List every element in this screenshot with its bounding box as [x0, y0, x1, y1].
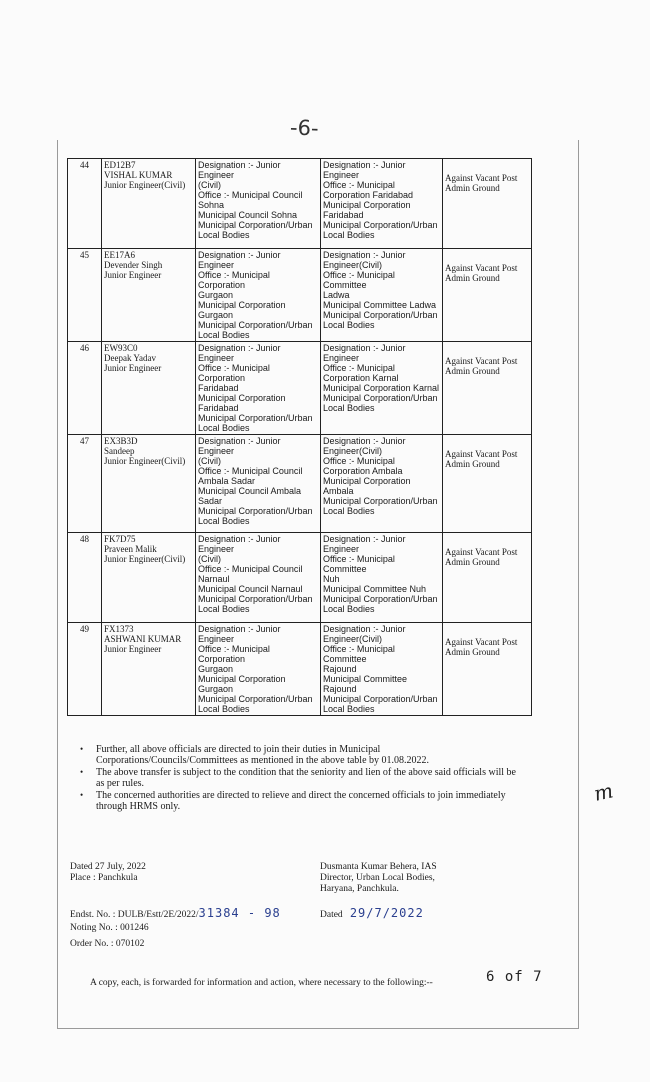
- present-posting-cell-line: Office :- Municipal Council: [198, 466, 303, 476]
- new-posting-cell-line: Engineer: [323, 170, 360, 180]
- present-posting-cell-line: Ambala Sadar: [198, 476, 256, 486]
- present-posting-cell-line: Municipal Corporation/Urban: [198, 413, 313, 423]
- employee-cell-line: Deepak Yadav: [104, 353, 156, 363]
- serial-number-cell: [68, 159, 102, 249]
- remarks-cell: [443, 249, 532, 342]
- new-posting-cell: [321, 249, 443, 342]
- present-posting-cell-line: Local Bodies: [198, 516, 250, 526]
- new-posting-cell-line: Municipal Corporation Karnal: [323, 383, 440, 393]
- new-posting-cell-line: Corporation Karnal: [323, 373, 399, 383]
- present-posting-cell-line: Municipal Council Sohna: [198, 210, 298, 220]
- employee-cell-line: Sandeep: [104, 446, 135, 456]
- remarks-cell-line: Against Vacant Post: [445, 547, 518, 557]
- present-posting-cell-line: Designation :- Junior Engineer: [198, 436, 281, 456]
- serial-number-cell-line: 44: [80, 160, 89, 170]
- new-posting-cell-line: Corporation Faridabad: [323, 190, 414, 200]
- new-posting-cell-line: Engineer(Civil): [323, 634, 383, 644]
- employee-cell-line: Devender Singh: [104, 260, 163, 270]
- endorsement-number: [70, 908, 281, 920]
- present-posting-cell-line: Municipal Council Narnaul: [198, 584, 303, 594]
- remarks-cell: [443, 533, 532, 623]
- signatory-name: Dusmanta Kumar Behera, IAS: [320, 862, 437, 872]
- new-posting-cell-line: Local Bodies: [323, 320, 375, 330]
- present-posting-cell-line: Office :- Municipal Corporation: [198, 644, 270, 664]
- new-posting-cell-line: Local Bodies: [323, 704, 375, 714]
- page-number: -6-: [289, 115, 319, 141]
- new-posting-cell: [321, 623, 443, 716]
- present-posting-cell-line: Municipal Corporation: [198, 674, 286, 684]
- transfer-table: [67, 158, 532, 716]
- remarks-cell: [443, 623, 532, 716]
- employee-cell: [102, 249, 196, 342]
- present-posting-cell-line: Municipal Corporation: [198, 300, 286, 310]
- remarks-cell-line: Admin Ground: [445, 273, 500, 283]
- new-posting-cell-line: Office :- Municipal: [323, 456, 395, 466]
- new-posting-cell-line: Designation :- Junior: [323, 436, 406, 446]
- present-posting-cell-line: Office :- Municipal Corporation: [198, 363, 270, 383]
- endorsement-date: [320, 908, 424, 920]
- new-posting-cell-line: Local Bodies: [323, 506, 375, 516]
- present-posting-cell-line: Office :- Municipal Council: [198, 190, 303, 200]
- endorsement-prefix: Endst. No. : DULB/Estt/2E/2022/: [70, 910, 199, 920]
- new-posting-cell-line: Designation :- Junior: [323, 160, 406, 170]
- new-posting-cell-line: Local Bodies: [323, 403, 375, 413]
- present-posting-cell-line: Sohna: [198, 200, 225, 210]
- new-posting-cell-line: Ladwa: [323, 290, 350, 300]
- new-posting-cell-line: Engineer(Civil): [323, 260, 383, 270]
- present-posting-cell-line: Designation :- Junior Engineer: [198, 343, 281, 363]
- new-posting-cell-line: Municipal Corporation/Urban: [323, 694, 438, 704]
- remarks-cell-line: Against Vacant Post: [445, 173, 518, 183]
- instruction-item: • The above transfer is subject to the condition that the seniority and lien of the above said officials will be as per rules.: [80, 767, 520, 789]
- instruction-item: • The concerned authorities are directed to relieve and direct the concerned officials to join immediately through HRMS only.: [80, 790, 520, 812]
- remarks-cell-line: Admin Ground: [445, 557, 500, 567]
- new-posting-cell: [321, 159, 443, 249]
- new-posting-cell-line: Office :- Municipal Committee: [323, 270, 395, 290]
- new-posting-cell-line: Municipal Committee Rajound: [323, 674, 408, 694]
- employee-cell-line: EW93C0: [104, 343, 138, 353]
- employee-cell-line: Junior Engineer(Civil): [104, 456, 186, 466]
- new-posting-cell-line: Nuh: [323, 574, 340, 584]
- employee-cell-line: FX1373: [104, 624, 134, 634]
- endorsement-handwritten: 31384 - 98: [198, 906, 281, 920]
- present-posting-cell: [196, 533, 321, 623]
- remarks-cell-line: Admin Ground: [445, 183, 500, 193]
- employee-cell-line: Junior Engineer: [104, 270, 162, 280]
- present-posting-cell-line: Municipal Corporation/Urban: [198, 694, 313, 704]
- present-posting-cell: [196, 159, 321, 249]
- present-posting-cell-line: Municipal Corporation/Urban: [198, 220, 313, 230]
- new-posting-cell-line: Designation :- Junior: [323, 624, 406, 634]
- present-posting-cell-line: Local Bodies: [198, 423, 250, 433]
- present-posting-cell-line: (Civil): [198, 456, 221, 466]
- employee-cell-line: Junior Engineer: [104, 644, 162, 654]
- employee-cell-line: ASHWANI KUMAR: [104, 634, 182, 644]
- dated-text: Dated 27 July, 2022: [70, 862, 146, 872]
- remarks-cell: [443, 342, 532, 435]
- serial-number-cell: [68, 435, 102, 533]
- table-row: [68, 159, 532, 249]
- new-posting-cell-line: Municipal Corporation/Urban: [323, 310, 438, 320]
- present-posting-cell-line: Local Bodies: [198, 230, 250, 240]
- endorsement-date-label: Dated: [320, 910, 343, 920]
- present-posting-cell-line: (Civil): [198, 180, 221, 190]
- present-posting-cell-line: Local Bodies: [198, 604, 250, 614]
- serial-number-cell-line: 47: [80, 436, 89, 446]
- employee-cell-line: EX3B3D: [104, 436, 138, 446]
- new-posting-cell-line: Local Bodies: [323, 230, 375, 240]
- present-posting-cell-line: Office :- Municipal Corporation: [198, 270, 270, 290]
- remarks-cell-line: Admin Ground: [445, 647, 500, 657]
- new-posting-cell-line: Engineer: [323, 353, 360, 363]
- table-row: [68, 533, 532, 623]
- order-number: Order No. : 070102: [70, 939, 145, 949]
- new-posting-cell-line: Municipal Corporation/Urban: [323, 393, 438, 403]
- present-posting-cell-line: Designation :- Junior Engineer: [198, 250, 281, 270]
- present-posting-cell-line: Designation :- Junior Engineer: [198, 624, 281, 644]
- endorsement-date-handwritten: 29/7/2022: [349, 906, 424, 920]
- noting-number: Noting No. : 001246: [70, 923, 149, 933]
- new-posting-cell-line: Local Bodies: [323, 604, 375, 614]
- employee-cell-line: Junior Engineer(Civil): [104, 554, 186, 564]
- signatory-location: Haryana, Panchkula.: [320, 884, 399, 894]
- remarks-cell-line: Admin Ground: [445, 459, 500, 469]
- new-posting-cell-line: Designation :- Junior: [323, 534, 406, 544]
- present-posting-cell-line: Narnaul: [198, 574, 230, 584]
- present-posting-cell-line: Municipal Corporation: [198, 393, 286, 403]
- remarks-cell-line: Against Vacant Post: [445, 637, 518, 647]
- present-posting-cell-line: Faridabad: [198, 403, 239, 413]
- new-posting-cell-line: Municipal Committee Ladwa: [323, 300, 437, 310]
- new-posting-cell: [321, 342, 443, 435]
- present-posting-cell-line: Faridabad: [198, 383, 239, 393]
- new-posting-cell-line: Designation :- Junior: [323, 250, 406, 260]
- instruction-item: • Further, all above officials are directed to join their duties in Municipal Corporations/Councils/Committees as mentioned in the above table by 01.08.2022.: [80, 744, 520, 766]
- new-posting-cell-line: Municipal Committee Nuh: [323, 584, 427, 594]
- employee-cell-line: FK7D75: [104, 534, 136, 544]
- present-posting-cell-line: Local Bodies: [198, 704, 250, 714]
- signatory-title: Director, Urban Local Bodies,: [320, 873, 435, 883]
- serial-number-cell: [68, 342, 102, 435]
- serial-number-cell: [68, 533, 102, 623]
- new-posting-cell: [321, 533, 443, 623]
- remarks-cell-line: Against Vacant Post: [445, 356, 518, 366]
- new-posting-cell-line: Engineer(Civil): [323, 446, 383, 456]
- remarks-cell: [443, 159, 532, 249]
- employee-cell: [102, 435, 196, 533]
- new-posting-cell-line: Municipal Corporation Ambala: [323, 476, 411, 496]
- present-posting-cell-line: Sadar: [198, 496, 223, 506]
- employee-cell-line: Praveen Malik: [104, 544, 157, 554]
- table-row: [68, 249, 532, 342]
- employee-cell: [102, 623, 196, 716]
- employee-cell-line: EE17A6: [104, 250, 135, 260]
- present-posting-cell: [196, 435, 321, 533]
- page-of-handwritten: 6 of 7: [486, 969, 543, 985]
- new-posting-cell-line: Municipal Corporation/Urban: [323, 220, 438, 230]
- new-posting-cell-line: Municipal Corporation: [323, 200, 411, 210]
- employee-cell: [102, 533, 196, 623]
- new-posting-cell-line: Municipal Corporation/Urban: [323, 594, 438, 604]
- remarks-cell-line: Against Vacant Post: [445, 263, 518, 273]
- present-posting-cell-line: Designation :- Junior Engineer: [198, 160, 281, 180]
- employee-cell-line: ED12B7: [104, 160, 136, 170]
- serial-number-cell-line: 48: [80, 534, 89, 544]
- present-posting-cell-line: Gurgaon: [198, 664, 234, 674]
- employee-cell: [102, 159, 196, 249]
- present-posting-cell: [196, 623, 321, 716]
- new-posting-cell: [321, 435, 443, 533]
- serial-number-cell: [68, 623, 102, 716]
- new-posting-cell-line: Office :- Municipal: [323, 363, 395, 373]
- employee-cell-line: Junior Engineer(Civil): [104, 180, 186, 190]
- new-posting-cell-line: Office :- Municipal: [323, 180, 395, 190]
- present-posting-cell: [196, 342, 321, 435]
- new-posting-cell-line: Office :- Municipal Committee: [323, 644, 395, 664]
- new-posting-cell-line: Municipal Corporation/Urban: [323, 496, 438, 506]
- instructions-list: [80, 744, 520, 813]
- new-posting-cell-line: Designation :- Junior: [323, 343, 406, 353]
- place-text: Place : Panchkula: [70, 873, 138, 883]
- new-posting-cell-line: Corporation Ambala: [323, 466, 403, 476]
- new-posting-cell-line: Office :- Municipal Committee: [323, 554, 395, 574]
- present-posting-cell-line: Designation :- Junior Engineer: [198, 534, 281, 554]
- copy-forward-line: A copy, each, is forwarded for information and action, where necessary to the following:--: [90, 978, 433, 988]
- present-posting-cell-line: Municipal Corporation/Urban: [198, 594, 313, 604]
- new-posting-cell-line: Engineer: [323, 544, 360, 554]
- present-posting-cell-line: Municipal Council Ambala: [198, 486, 302, 496]
- present-posting-cell-line: Municipal Corporation/Urban: [198, 320, 313, 330]
- remarks-cell-line: Against Vacant Post: [445, 449, 518, 459]
- employee-cell-line: Junior Engineer: [104, 363, 162, 373]
- present-posting-cell-line: Gurgaon: [198, 310, 234, 320]
- margin-initials-handwritten: m: [591, 778, 616, 806]
- serial-number-cell-line: 49: [80, 624, 89, 634]
- table-row: [68, 623, 532, 716]
- present-posting-cell-line: Office :- Municipal Council: [198, 564, 303, 574]
- employee-cell-line: VISHAL KUMAR: [104, 170, 173, 180]
- new-posting-cell-line: Rajound: [323, 664, 357, 674]
- table-row: [68, 342, 532, 435]
- present-posting-cell: [196, 249, 321, 342]
- present-posting-cell-line: (Civil): [198, 554, 221, 564]
- present-posting-cell-line: Gurgaon: [198, 290, 234, 300]
- present-posting-cell-line: Local Bodies: [198, 330, 250, 340]
- employee-cell: [102, 342, 196, 435]
- present-posting-cell-line: Municipal Corporation/Urban: [198, 506, 313, 516]
- remarks-cell-line: Admin Ground: [445, 366, 500, 376]
- serial-number-cell-line: 46: [80, 343, 89, 353]
- remarks-cell: [443, 435, 532, 533]
- table-row: [68, 435, 532, 533]
- new-posting-cell-line: Faridabad: [323, 210, 364, 220]
- present-posting-cell-line: Gurgaon: [198, 684, 234, 694]
- serial-number-cell-line: 45: [80, 250, 89, 260]
- serial-number-cell: [68, 249, 102, 342]
